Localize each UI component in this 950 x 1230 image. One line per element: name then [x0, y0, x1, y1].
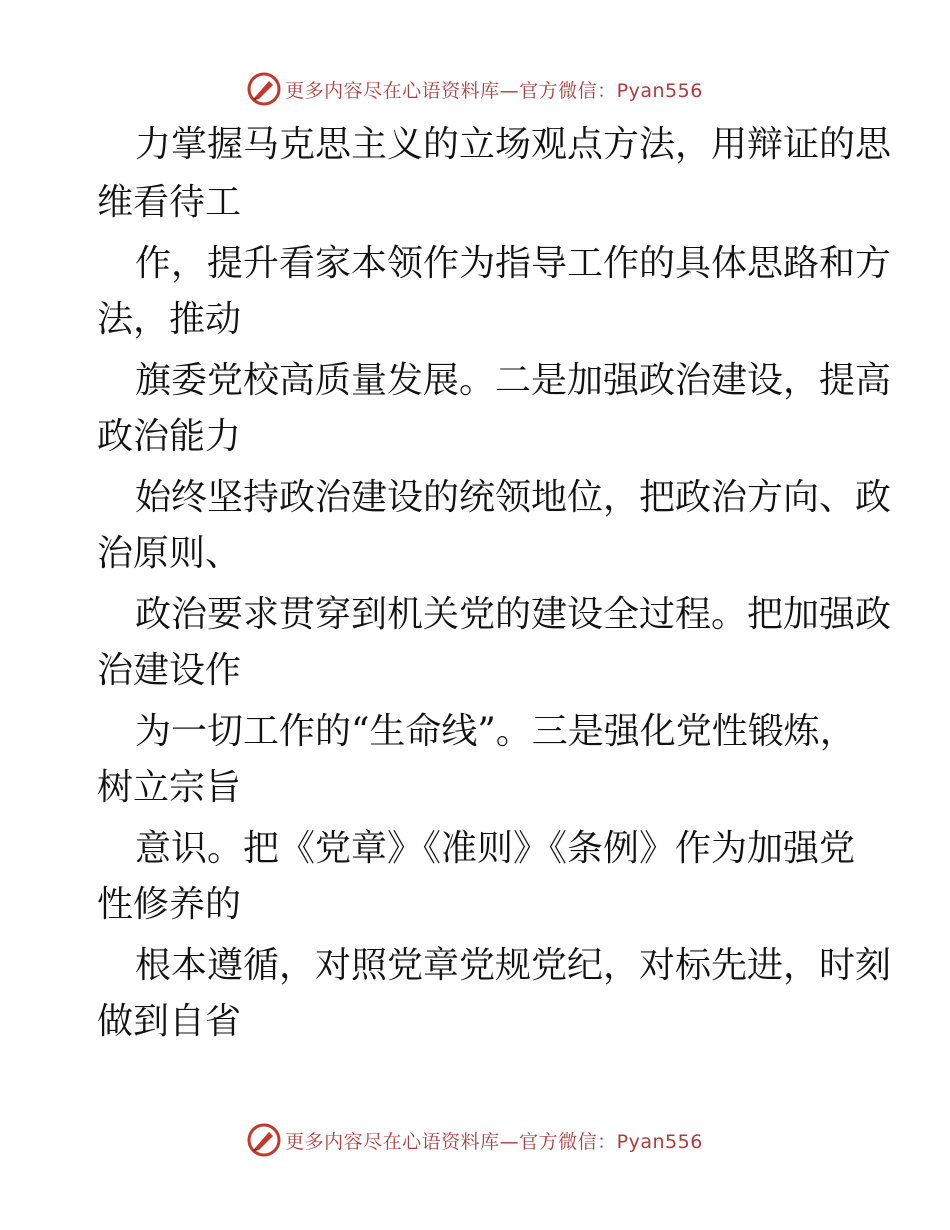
pen-circle-logo-icon	[247, 72, 281, 106]
header-banner-text: 更多内容尽在心语资料库—官方微信：Pyan556	[285, 79, 703, 102]
body-line: 意识。把《党章》《准则》《条例》作为加强党	[135, 828, 856, 869]
body-line: 性修养的	[97, 884, 242, 925]
body-line: 作，提升看家本领作为指导工作的具体思路和方	[135, 243, 892, 284]
header-banner	[0, 67, 950, 111]
body-line: 政治要求贯穿到机关党的建设全过程。把加强政	[135, 594, 892, 635]
footer-banner-text: 更多内容尽在心语资料库—官方微信：Pyan556	[285, 1130, 703, 1153]
pen-circle-logo-icon	[247, 1123, 281, 1157]
body-line: 根本遵循，对照党章党规党纪，对标先进，时刻	[135, 945, 892, 986]
body-line: 法，推动	[97, 299, 242, 340]
body-line: 维看待工	[97, 182, 242, 223]
body-line: 为一切工作的“生命线”。三是强化党性锻炼，	[135, 711, 856, 752]
body-line: 始终坚持政治建设的统领地位，把政治方向、政	[135, 477, 892, 518]
body-line: 做到自省	[97, 1001, 242, 1042]
body-line: 旗委党校高质量发展。二是加强政治建设，提高	[135, 360, 892, 401]
body-line: 政治能力	[97, 416, 242, 457]
body-line: 治原则、	[97, 533, 242, 574]
body-line: 力掌握马克思主义的立场观点方法，用辩证的思	[135, 124, 892, 165]
footer-banner	[0, 1118, 950, 1162]
body-line: 治建设作	[97, 650, 242, 691]
body-line: 树立宗旨	[97, 767, 242, 808]
